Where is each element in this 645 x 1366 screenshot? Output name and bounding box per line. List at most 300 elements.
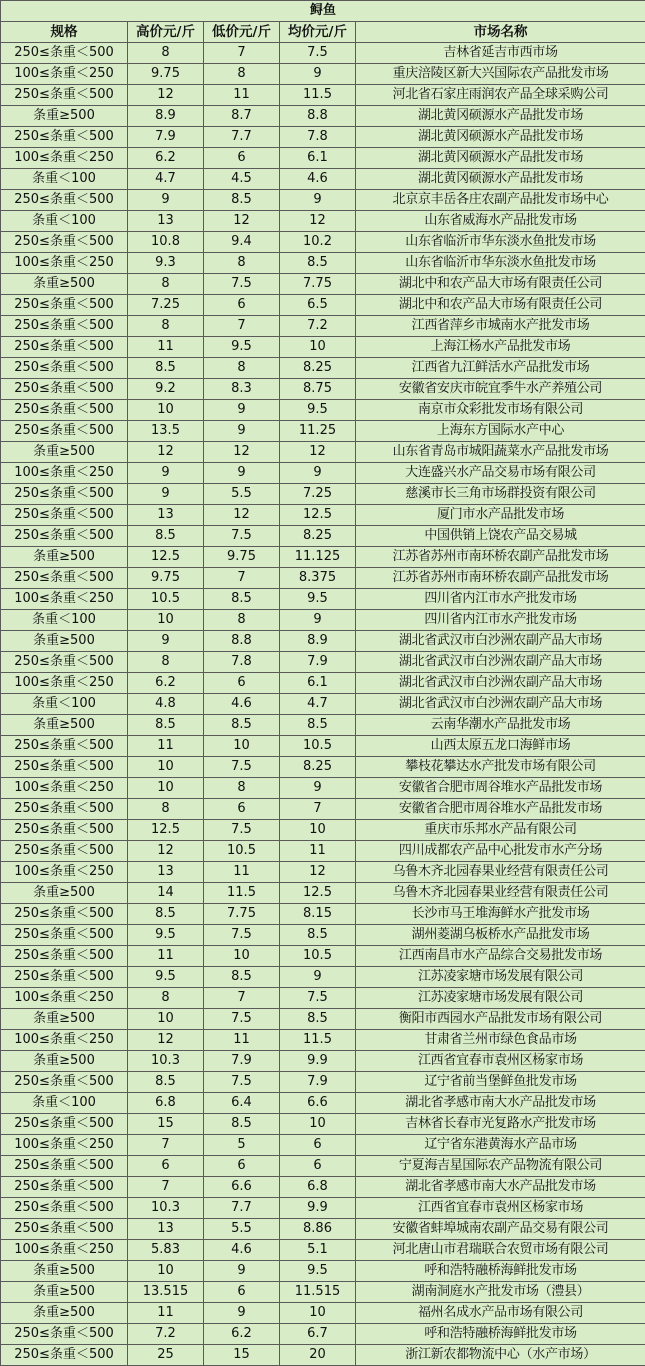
spec-cell: 250≤条重＜500 [1, 1114, 128, 1135]
spec-cell: 条重＜100 [1, 211, 128, 232]
low-price-cell: 9 [204, 400, 280, 421]
market-name-cell: 江苏省苏州市南环桥农副产品批发市场 [356, 568, 645, 589]
low-price-cell: 8 [204, 778, 280, 799]
table-row [1, 1009, 645, 1030]
high-price-cell: 10 [128, 757, 204, 778]
market-name-cell: 湖北中和农产品大市场有限责任公司 [356, 274, 645, 295]
table-row [1, 547, 645, 568]
market-name-cell: 山东省青岛市城阳蔬菜水产品批发市场 [356, 442, 645, 463]
avg-price-cell: 8.9 [280, 631, 356, 652]
high-price-cell: 6.8 [128, 1093, 204, 1114]
high-price-cell: 8 [128, 274, 204, 295]
table-row [1, 652, 645, 673]
table-row [1, 505, 645, 526]
table-row [1, 799, 645, 820]
market-name-cell: 江苏凌家塘市场发展有限公司 [356, 988, 645, 1009]
low-price-cell: 8.8 [204, 631, 280, 652]
high-price-cell: 10 [128, 400, 204, 421]
market-name-cell: 山东省临沂市华东淡水鱼批发市场 [356, 253, 645, 274]
high-price-cell: 9 [128, 463, 204, 484]
market-name-cell: 上海江杨水产品批发市场 [356, 337, 645, 358]
low-price-cell: 8.5 [204, 1114, 280, 1135]
low-price-cell: 8.7 [204, 106, 280, 127]
market-name-cell: 辽宁省前当堡鲜鱼批发市场 [356, 1072, 645, 1093]
high-price-cell: 4.8 [128, 694, 204, 715]
spec-cell: 250≤条重＜500 [1, 190, 128, 211]
high-price-cell: 10 [128, 610, 204, 631]
avg-price-cell: 12 [280, 442, 356, 463]
low-price-cell: 7 [204, 316, 280, 337]
table-row [1, 610, 645, 631]
spec-cell: 条重≥500 [1, 547, 128, 568]
market-name-cell: 安徽省合肥市周谷堆水产品批发市场 [356, 799, 645, 820]
low-price-cell: 11.5 [204, 883, 280, 904]
spec-cell: 250≤条重＜500 [1, 421, 128, 442]
avg-price-cell: 10.5 [280, 946, 356, 967]
low-price-cell: 10 [204, 946, 280, 967]
low-price-cell: 8 [204, 358, 280, 379]
spec-cell: 100≤条重＜250 [1, 1030, 128, 1051]
spec-cell: 100≤条重＜250 [1, 862, 128, 883]
avg-price-cell: 9 [280, 64, 356, 85]
high-price-cell: 12 [128, 841, 204, 862]
low-price-cell: 9.4 [204, 232, 280, 253]
market-name-cell: 四川省内江市水产批发市场 [356, 610, 645, 631]
market-name-cell: 湖北黄冈硕源水产品批发市场 [356, 169, 645, 190]
spec-cell: 250≤条重＜500 [1, 841, 128, 862]
avg-price-cell: 6.5 [280, 295, 356, 316]
table-row [1, 841, 645, 862]
table-row [1, 316, 645, 337]
low-price-cell: 6 [204, 295, 280, 316]
table-row [1, 295, 645, 316]
high-price-cell: 7.25 [128, 295, 204, 316]
table-row [1, 1219, 645, 1240]
high-price-cell: 9 [128, 190, 204, 211]
low-price-cell: 6 [204, 1282, 280, 1303]
low-price-cell: 11 [204, 85, 280, 106]
high-price-cell: 10 [128, 778, 204, 799]
high-price-cell: 8.5 [128, 1072, 204, 1093]
low-price-cell: 10 [204, 736, 280, 757]
high-price-cell: 13 [128, 211, 204, 232]
low-price-cell: 7.5 [204, 526, 280, 547]
spec-cell: 250≤条重＜500 [1, 1156, 128, 1177]
high-price-cell: 8.5 [128, 358, 204, 379]
low-price-cell: 12 [204, 505, 280, 526]
avg-price-cell: 6.1 [280, 148, 356, 169]
spec-cell: 250≤条重＜500 [1, 526, 128, 547]
spec-cell: 250≤条重＜500 [1, 379, 128, 400]
spec-cell: 250≤条重＜500 [1, 484, 128, 505]
table-row [1, 883, 645, 904]
high-price-cell: 12 [128, 1030, 204, 1051]
spec-cell: 250≤条重＜500 [1, 1177, 128, 1198]
market-name-cell: 湖南洞庭水产批发市场（澧县） [356, 1282, 645, 1303]
low-price-cell: 5 [204, 1135, 280, 1156]
spec-cell: 250≤条重＜500 [1, 925, 128, 946]
market-name-cell: 安徽省合肥市周谷堆水产品批发市场 [356, 778, 645, 799]
high-price-cell: 7.2 [128, 1324, 204, 1345]
low-price-cell: 9 [204, 1303, 280, 1324]
high-price-cell: 8 [128, 988, 204, 1009]
avg-price-cell: 12 [280, 211, 356, 232]
low-price-cell: 7.7 [204, 127, 280, 148]
spec-cell: 250≤条重＜500 [1, 1345, 128, 1366]
low-price-cell: 4.5 [204, 169, 280, 190]
high-price-cell: 11 [128, 337, 204, 358]
market-name-cell: 湖北省武汉市白沙洲农副产品大市场 [356, 631, 645, 652]
avg-price-cell: 11 [280, 841, 356, 862]
avg-price-cell: 9.5 [280, 400, 356, 421]
market-name-cell: 江西省萍乡市城南水产批发市场 [356, 316, 645, 337]
avg-price-cell: 7.75 [280, 274, 356, 295]
high-price-cell: 10.8 [128, 232, 204, 253]
avg-price-cell: 7.8 [280, 127, 356, 148]
spec-cell: 250≤条重＜500 [1, 1072, 128, 1093]
table-row [1, 1093, 645, 1114]
table-row [1, 463, 645, 484]
market-name-cell: 山东省威海水产品批发市场 [356, 211, 645, 232]
high-price-cell: 9.5 [128, 967, 204, 988]
market-name-cell: 安徽省安庆市皖宜季牛水产养殖公司 [356, 379, 645, 400]
spec-cell: 条重＜100 [1, 694, 128, 715]
avg-price-cell: 8.25 [280, 757, 356, 778]
low-price-cell: 7.5 [204, 925, 280, 946]
table-row [1, 148, 645, 169]
avg-price-cell: 7 [280, 799, 356, 820]
market-name-cell: 湖北省武汉市白沙洲农副产品大市场 [356, 694, 645, 715]
table-row [1, 1240, 645, 1261]
low-price-cell: 5.5 [204, 484, 280, 505]
high-price-cell: 6.2 [128, 148, 204, 169]
spec-cell: 100≤条重＜250 [1, 673, 128, 694]
avg-price-cell: 11.5 [280, 85, 356, 106]
market-name-cell: 乌鲁木齐北园春果业经营有限责任公司 [356, 883, 645, 904]
avg-price-cell: 4.7 [280, 694, 356, 715]
high-price-cell: 9.3 [128, 253, 204, 274]
spec-cell: 250≤条重＜500 [1, 652, 128, 673]
avg-price-cell: 7.9 [280, 1072, 356, 1093]
market-name-cell: 乌鲁木齐北园春果业经营有限责任公司 [356, 862, 645, 883]
low-price-cell: 9 [204, 421, 280, 442]
avg-price-cell: 8.86 [280, 1219, 356, 1240]
high-price-cell: 9.2 [128, 379, 204, 400]
high-price-cell: 8 [128, 799, 204, 820]
spec-cell: 250≤条重＜500 [1, 127, 128, 148]
market-name-cell: 呼和浩特融桥海鲜批发市场 [356, 1261, 645, 1282]
market-name-cell: 浙江新农都物流中心（水产市场） [356, 1345, 645, 1366]
market-name-cell: 四川省内江市水产批发市场 [356, 589, 645, 610]
low-price-cell: 11 [204, 1030, 280, 1051]
market-name-cell: 江苏省苏州市南环桥农副产品批发市场 [356, 547, 645, 568]
low-price-cell: 7.7 [204, 1198, 280, 1219]
spec-cell: 条重≥500 [1, 1009, 128, 1030]
low-price-cell: 8 [204, 64, 280, 85]
high-price-cell: 11 [128, 946, 204, 967]
low-price-cell: 6 [204, 148, 280, 169]
table-row [1, 232, 645, 253]
avg-price-cell: 20 [280, 1345, 356, 1366]
high-price-cell: 13 [128, 862, 204, 883]
high-price-cell: 4.7 [128, 169, 204, 190]
table-row [1, 211, 645, 232]
low-price-cell: 8.5 [204, 589, 280, 610]
market-name-cell: 河北省石家庄雨润农产品全球采购公司 [356, 85, 645, 106]
table-row [1, 1072, 645, 1093]
market-name-cell: 江西南昌市水产品综合交易批发市场 [356, 946, 645, 967]
avg-price-cell: 6 [280, 1135, 356, 1156]
low-price-cell: 6 [204, 799, 280, 820]
low-price-cell: 11 [204, 862, 280, 883]
table-row [1, 1198, 645, 1219]
table-row [1, 1051, 645, 1072]
high-price-cell: 9.5 [128, 925, 204, 946]
low-price-cell: 9.75 [204, 547, 280, 568]
high-price-cell: 25 [128, 1345, 204, 1366]
high-price-cell: 8 [128, 43, 204, 64]
table-row [1, 442, 645, 463]
spec-cell: 250≤条重＜500 [1, 43, 128, 64]
high-price-cell: 5.83 [128, 1240, 204, 1261]
market-name-cell: 呼和浩特融桥海鲜批发市场 [356, 1324, 645, 1345]
spec-cell: 250≤条重＜500 [1, 316, 128, 337]
high-price-cell: 10.3 [128, 1198, 204, 1219]
avg-price-cell: 10.5 [280, 736, 356, 757]
avg-price-cell: 9 [280, 778, 356, 799]
table-row [1, 1324, 645, 1345]
avg-price-cell: 8.25 [280, 526, 356, 547]
market-name-cell: 湖北黄冈硕源水产品批发市场 [356, 127, 645, 148]
high-price-cell: 12 [128, 442, 204, 463]
table-row [1, 568, 645, 589]
table-row [1, 127, 645, 148]
high-price-cell: 9 [128, 484, 204, 505]
low-price-cell: 7.5 [204, 820, 280, 841]
market-name-cell: 攀枝花攀达水产批发市场有限公司 [356, 757, 645, 778]
avg-price-cell: 8.5 [280, 715, 356, 736]
spec-cell: 条重＜100 [1, 610, 128, 631]
market-name-cell: 江西省宜春市袁州区杨家市场 [356, 1198, 645, 1219]
low-price-cell: 8 [204, 610, 280, 631]
market-name-cell: 山东省临沂市华东淡水鱼批发市场 [356, 232, 645, 253]
low-price-cell: 7.5 [204, 274, 280, 295]
avg-price-cell: 11.515 [280, 1282, 356, 1303]
avg-price-cell: 9 [280, 967, 356, 988]
spec-cell: 250≤条重＜500 [1, 820, 128, 841]
spec-cell: 条重≥500 [1, 883, 128, 904]
low-price-cell: 4.6 [204, 1240, 280, 1261]
table-row [1, 673, 645, 694]
market-name-cell: 中国供销上饶农产品交易城 [356, 526, 645, 547]
avg-price-cell: 9 [280, 190, 356, 211]
table-row [1, 631, 645, 652]
low-price-cell: 6.4 [204, 1093, 280, 1114]
avg-price-cell: 7.5 [280, 43, 356, 64]
market-name-cell: 湖北省孝感市南大水产品批发市场 [356, 1093, 645, 1114]
avg-price-cell: 9.9 [280, 1198, 356, 1219]
header-high-price: 高价元/斤 [128, 22, 204, 43]
spec-cell: 条重≥500 [1, 274, 128, 295]
header-market-name: 市场名称 [356, 22, 645, 43]
table-row [1, 43, 645, 64]
market-name-cell: 大连盛兴水产品交易市场有限公司 [356, 463, 645, 484]
avg-price-cell: 8.375 [280, 568, 356, 589]
table-body [1, 43, 645, 1366]
avg-price-cell: 9.9 [280, 1051, 356, 1072]
market-name-cell: 湖北黄冈硕源水产品批发市场 [356, 106, 645, 127]
spec-cell: 条重≥500 [1, 1303, 128, 1324]
spec-cell: 250≤条重＜500 [1, 904, 128, 925]
spec-cell: 条重≥500 [1, 1261, 128, 1282]
high-price-cell: 10.3 [128, 1051, 204, 1072]
low-price-cell: 12 [204, 211, 280, 232]
market-name-cell: 重庆涪陵区新大兴国际农产品批发市场 [356, 64, 645, 85]
high-price-cell: 9.75 [128, 64, 204, 85]
high-price-cell: 9.75 [128, 568, 204, 589]
low-price-cell: 7.5 [204, 757, 280, 778]
table-row [1, 757, 645, 778]
avg-price-cell: 10 [280, 820, 356, 841]
spec-cell: 250≤条重＜500 [1, 505, 128, 526]
low-price-cell: 8.3 [204, 379, 280, 400]
table-row [1, 484, 645, 505]
spec-cell: 250≤条重＜500 [1, 967, 128, 988]
spec-cell: 条重＜100 [1, 169, 128, 190]
high-price-cell: 10.5 [128, 589, 204, 610]
spec-cell: 条重＜100 [1, 1093, 128, 1114]
avg-price-cell: 8.75 [280, 379, 356, 400]
market-name-cell: 长沙市马王堆海鲜水产批发市场 [356, 904, 645, 925]
spec-cell: 100≤条重＜250 [1, 1240, 128, 1261]
spec-cell: 250≤条重＜500 [1, 85, 128, 106]
table-row [1, 106, 645, 127]
low-price-cell: 7.5 [204, 1072, 280, 1093]
low-price-cell: 7.9 [204, 1051, 280, 1072]
table-title: 鲟鱼 [1, 1, 645, 22]
title-row [1, 1, 645, 22]
low-price-cell: 7 [204, 568, 280, 589]
spec-cell: 250≤条重＜500 [1, 568, 128, 589]
table-row [1, 778, 645, 799]
high-price-cell: 6 [128, 1156, 204, 1177]
table-row [1, 904, 645, 925]
avg-price-cell: 6.6 [280, 1093, 356, 1114]
high-price-cell: 13.515 [128, 1282, 204, 1303]
spec-cell: 100≤条重＜250 [1, 988, 128, 1009]
spec-cell: 条重≥500 [1, 1051, 128, 1072]
low-price-cell: 7 [204, 43, 280, 64]
header-avg-price: 均价元/斤 [280, 22, 356, 43]
market-name-cell: 云南华潮水产品批发市场 [356, 715, 645, 736]
avg-price-cell: 7.25 [280, 484, 356, 505]
avg-price-cell: 9.5 [280, 589, 356, 610]
avg-price-cell: 11.5 [280, 1030, 356, 1051]
market-name-cell: 北京京丰岳各庄农副产品批发市场中心 [356, 190, 645, 211]
avg-price-cell: 9 [280, 610, 356, 631]
avg-price-cell: 8.5 [280, 925, 356, 946]
market-name-cell: 慈溪市长三角市场群投资有限公司 [356, 484, 645, 505]
avg-price-cell: 6.7 [280, 1324, 356, 1345]
avg-price-cell: 12 [280, 862, 356, 883]
spec-cell: 250≤条重＜500 [1, 400, 128, 421]
avg-price-cell: 8.8 [280, 106, 356, 127]
high-price-cell: 7.9 [128, 127, 204, 148]
avg-price-cell: 7.5 [280, 988, 356, 1009]
market-name-cell: 湖北黄冈硕源水产品批发市场 [356, 148, 645, 169]
table-row [1, 988, 645, 1009]
low-price-cell: 7 [204, 988, 280, 1009]
spec-cell: 条重≥500 [1, 1282, 128, 1303]
table-row [1, 526, 645, 547]
low-price-cell: 15 [204, 1345, 280, 1366]
avg-price-cell: 9.5 [280, 1261, 356, 1282]
header-low-price: 低价元/斤 [204, 22, 280, 43]
market-name-cell: 衡阳市西园水产品批发市场有限公司 [356, 1009, 645, 1030]
high-price-cell: 14 [128, 883, 204, 904]
avg-price-cell: 11.25 [280, 421, 356, 442]
avg-price-cell: 6.8 [280, 1177, 356, 1198]
high-price-cell: 8.5 [128, 904, 204, 925]
avg-price-cell: 10 [280, 1114, 356, 1135]
table-row [1, 421, 645, 442]
low-price-cell: 9 [204, 1261, 280, 1282]
avg-price-cell: 10.2 [280, 232, 356, 253]
low-price-cell: 9 [204, 463, 280, 484]
high-price-cell: 8.9 [128, 106, 204, 127]
market-name-cell: 安徽省蚌埠城南农副产品交易有限公司 [356, 1219, 645, 1240]
table-row [1, 694, 645, 715]
spec-cell: 条重≥500 [1, 715, 128, 736]
avg-price-cell: 8.15 [280, 904, 356, 925]
spec-cell: 100≤条重＜250 [1, 589, 128, 610]
market-name-cell: 湖北省孝感市南大水产品批发市场 [356, 1177, 645, 1198]
avg-price-cell: 12.5 [280, 883, 356, 904]
table-row [1, 1345, 645, 1366]
table-row [1, 1135, 645, 1156]
table-row [1, 1156, 645, 1177]
high-price-cell: 8 [128, 652, 204, 673]
avg-price-cell: 8.25 [280, 358, 356, 379]
avg-price-cell: 8.5 [280, 253, 356, 274]
low-price-cell: 6 [204, 673, 280, 694]
table-row [1, 967, 645, 988]
spec-cell: 250≤条重＜500 [1, 337, 128, 358]
low-price-cell: 9.5 [204, 337, 280, 358]
market-name-cell: 江苏凌家塘市场发展有限公司 [356, 967, 645, 988]
high-price-cell: 7 [128, 1135, 204, 1156]
table-row [1, 400, 645, 421]
spec-cell: 250≤条重＜500 [1, 736, 128, 757]
avg-price-cell: 8.5 [280, 1009, 356, 1030]
market-name-cell: 湖北省武汉市白沙洲农副产品大市场 [356, 673, 645, 694]
market-name-cell: 四川成都农产品中心批发市水产分场 [356, 841, 645, 862]
market-name-cell: 湖北中和农产品大市场有限责任公司 [356, 295, 645, 316]
table-row [1, 379, 645, 400]
market-name-cell: 吉林省延吉市西市场 [356, 43, 645, 64]
low-price-cell: 4.6 [204, 694, 280, 715]
spec-cell: 条重≥500 [1, 631, 128, 652]
table-row [1, 190, 645, 211]
spec-cell: 条重≥500 [1, 106, 128, 127]
table-row [1, 736, 645, 757]
high-price-cell: 11 [128, 1303, 204, 1324]
market-name-cell: 江西省九江鲜活水产品批发市场 [356, 358, 645, 379]
high-price-cell: 10 [128, 1009, 204, 1030]
table-row [1, 589, 645, 610]
table-row [1, 1030, 645, 1051]
high-price-cell: 12 [128, 85, 204, 106]
